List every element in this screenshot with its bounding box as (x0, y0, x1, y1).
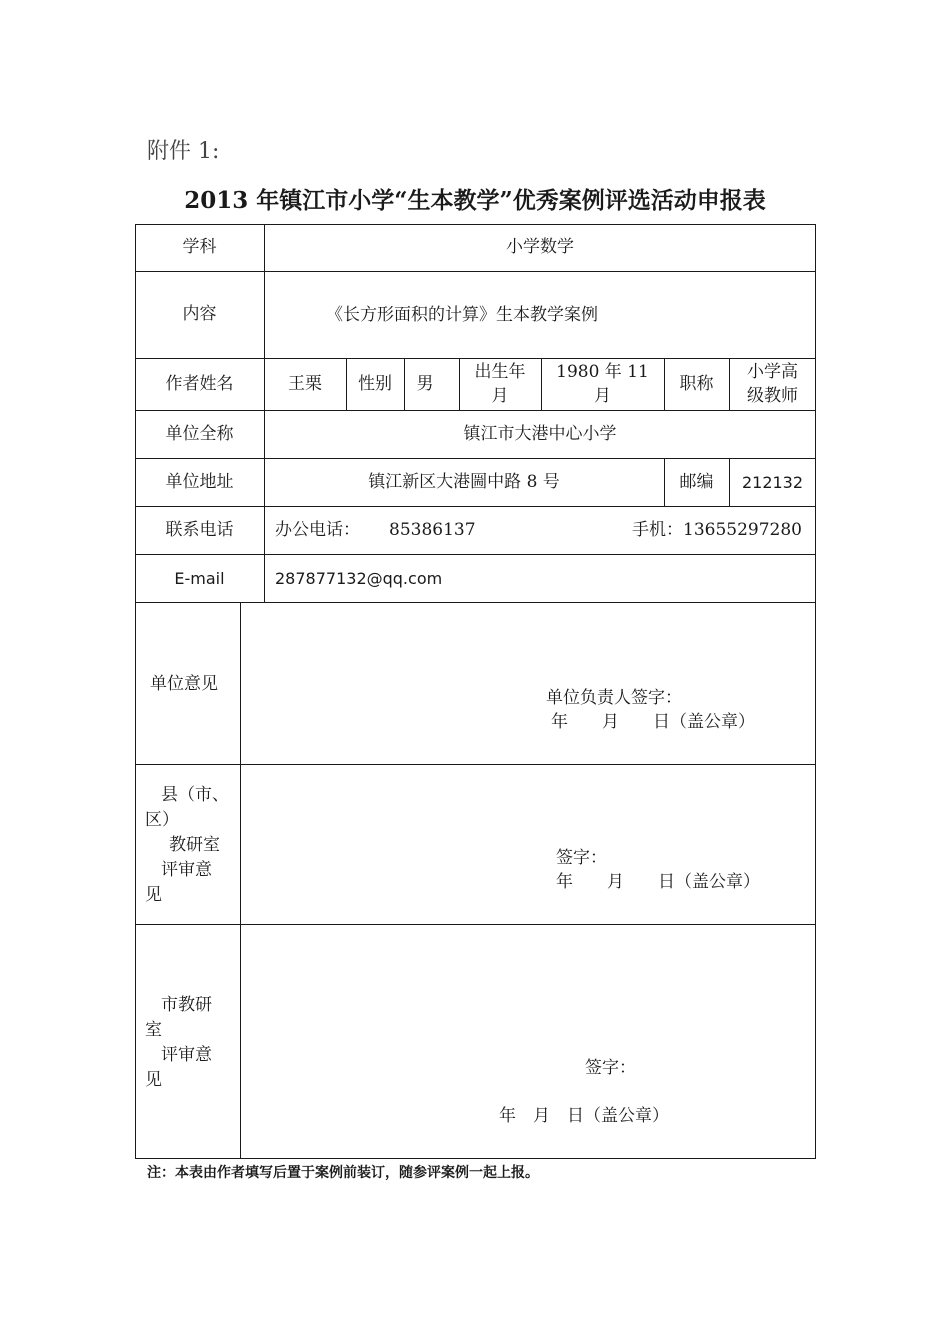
county-label-line: 县（市、 (161, 785, 229, 805)
birth-value-line: 1980 年 11 (556, 362, 649, 382)
city-opinion-label (145, 993, 240, 1093)
city-date-line: 年 月 日（盖公章） (499, 1106, 669, 1126)
city-signature-label: 签字： (585, 1058, 636, 1078)
email-label: E-mail (174, 568, 225, 588)
county-label-line: 区） (145, 810, 179, 830)
footer-note: 注：本表由作者填写后置于案例前装订，随参评案例一起上报。 (147, 1165, 539, 1181)
county-label-line: 评审意 (161, 860, 212, 880)
job-title-line: 级教师 (747, 386, 798, 406)
address-label: 单位地址 (165, 471, 234, 492)
birth-label-line: 出生年 (474, 362, 526, 382)
org-label: 单位全称 (165, 423, 234, 444)
job-title-value (729, 360, 816, 408)
job-title-label: 职称 (679, 373, 714, 394)
col-divider (240, 602, 241, 1159)
birth-label-line: 月 (491, 386, 509, 406)
city-label-line: 见 (145, 1070, 162, 1090)
mobile-phone: 手机：13655297280 (632, 520, 802, 540)
address-value: 镇江新区大港圌中路 8 号 (368, 471, 560, 492)
county-date-line: 年 月 日（盖公章） (556, 872, 760, 892)
subject-label: 学科 (182, 237, 217, 257)
office-phone-value: 85386137 (389, 520, 476, 540)
gender-value: 男 (416, 373, 434, 394)
city-label-line: 室 (145, 1020, 162, 1040)
email-value: 287877132@qq.com (275, 569, 443, 588)
subject-value: 小学数学 (506, 237, 574, 257)
form-title: 2013 年镇江市小学“生本教学”优秀案例评选活动申报表 (184, 187, 766, 214)
content-value: 《长方形面积的计算》生本教学案例 (326, 305, 598, 325)
city-label-line: 市教研 (161, 995, 212, 1015)
content-label: 内容 (182, 304, 217, 324)
row-divider (135, 764, 816, 765)
unit-signature-label: 单位负责人签字： (546, 688, 682, 708)
birth-value-line: 月 (594, 386, 611, 406)
office-phone-label: 办公电话： (275, 520, 360, 540)
unit-opinion-label: 单位意见 (150, 674, 218, 694)
job-title-line: 小学高 (747, 362, 798, 382)
gender-label: 性别 (358, 373, 392, 394)
birth-label (459, 360, 541, 408)
zip-label: 邮编 (679, 471, 714, 492)
county-label-line: 教研室 (169, 835, 220, 855)
county-label-line: 见 (145, 885, 162, 905)
phone-label: 联系电话 (165, 519, 234, 540)
unit-date-line: 年 月 日（盖公章） (551, 712, 755, 732)
org-value: 镇江市大港中心小学 (463, 423, 617, 444)
author-label: 作者姓名 (165, 373, 234, 394)
zip-value: 212132 (741, 472, 804, 492)
city-label-line: 评审意 (161, 1045, 212, 1065)
row-divider (135, 924, 816, 925)
author-value: 王栗 (288, 373, 322, 394)
county-signature-label: 签字： (556, 848, 607, 868)
birth-value (541, 360, 664, 408)
row-divider (135, 602, 816, 603)
attachment-label: 附件 1: (147, 139, 220, 164)
county-opinion-label (145, 783, 240, 908)
